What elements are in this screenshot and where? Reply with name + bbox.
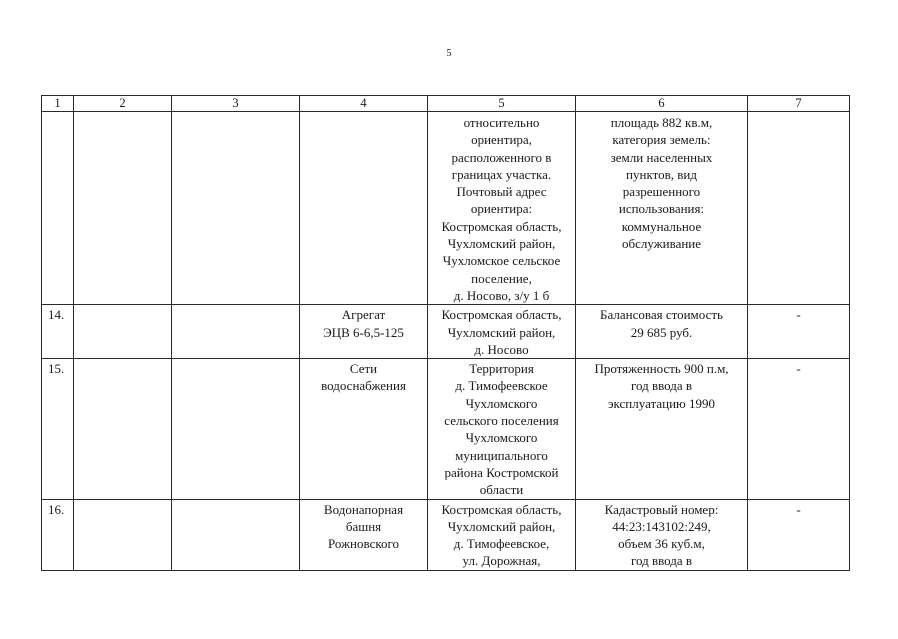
- row-number-cell: 14.: [42, 305, 74, 359]
- column-7-cell: -: [748, 499, 850, 570]
- page-number: 5: [446, 48, 452, 59]
- object-name-cell: [300, 112, 428, 305]
- column-2-cell: [74, 359, 172, 499]
- row-number-cell: 15.: [42, 359, 74, 499]
- row-number-cell: [42, 112, 74, 305]
- column-number-header: 2: [74, 96, 172, 112]
- table-row: [42, 359, 850, 499]
- column-2-cell: [74, 305, 172, 359]
- location-cell: относительно ориентира, расположенного в границах участка. Почтовый адрес ориентира: Костромская область, Чухломский район, Чухломское сельское поселение, д. Носово, з/у 1 б: [428, 112, 576, 305]
- column-7-cell: -: [748, 305, 850, 359]
- column-3-cell: [172, 359, 300, 499]
- column-7-cell: [748, 112, 850, 305]
- column-7-cell: -: [748, 359, 850, 499]
- characteristics-cell: Балансовая стоимость 29 685 руб.: [576, 305, 748, 359]
- column-number-header: 6: [576, 96, 748, 112]
- object-name-cell: Сети водоснабжения: [300, 359, 428, 499]
- column-number-header: 5: [428, 96, 576, 112]
- object-name-cell: Агрегат ЭЦВ 6-6,5-125: [300, 305, 428, 359]
- table-row: [42, 112, 850, 305]
- object-name-cell: Водонапорная башня Рожновского: [300, 499, 428, 570]
- column-number-header: 1: [42, 96, 74, 112]
- column-2-cell: [74, 112, 172, 305]
- characteristics-cell: площадь 882 кв.м, категория земель: земли населенных пунктов, вид разрешенного использования: коммунальное обслуживание: [576, 112, 748, 305]
- property-registry-table: [41, 95, 850, 571]
- column-3-cell: [172, 499, 300, 570]
- location-cell: Костромская область, Чухломский район, д. Носово: [428, 305, 576, 359]
- column-number-header: 7: [748, 96, 850, 112]
- table-row: [42, 499, 850, 570]
- location-cell: Территория д. Тимофеевское Чухломского сельского поселения Чухломского муниципального района Костромской области: [428, 359, 576, 499]
- column-number-header: 3: [172, 96, 300, 112]
- table-row: [42, 305, 850, 359]
- column-2-cell: [74, 499, 172, 570]
- location-cell: Костромская область, Чухломский район, д. Тимофеевское, ул. Дорожная,: [428, 499, 576, 570]
- column-number-header: 4: [300, 96, 428, 112]
- table-header-row: [42, 96, 850, 112]
- characteristics-cell: Кадастровый номер: 44:23:143102:249, объем 36 куб.м, год ввода в: [576, 499, 748, 570]
- characteristics-cell: Протяженность 900 п.м, год ввода в эксплуатацию 1990: [576, 359, 748, 499]
- row-number-cell: 16.: [42, 499, 74, 570]
- column-3-cell: [172, 112, 300, 305]
- column-3-cell: [172, 305, 300, 359]
